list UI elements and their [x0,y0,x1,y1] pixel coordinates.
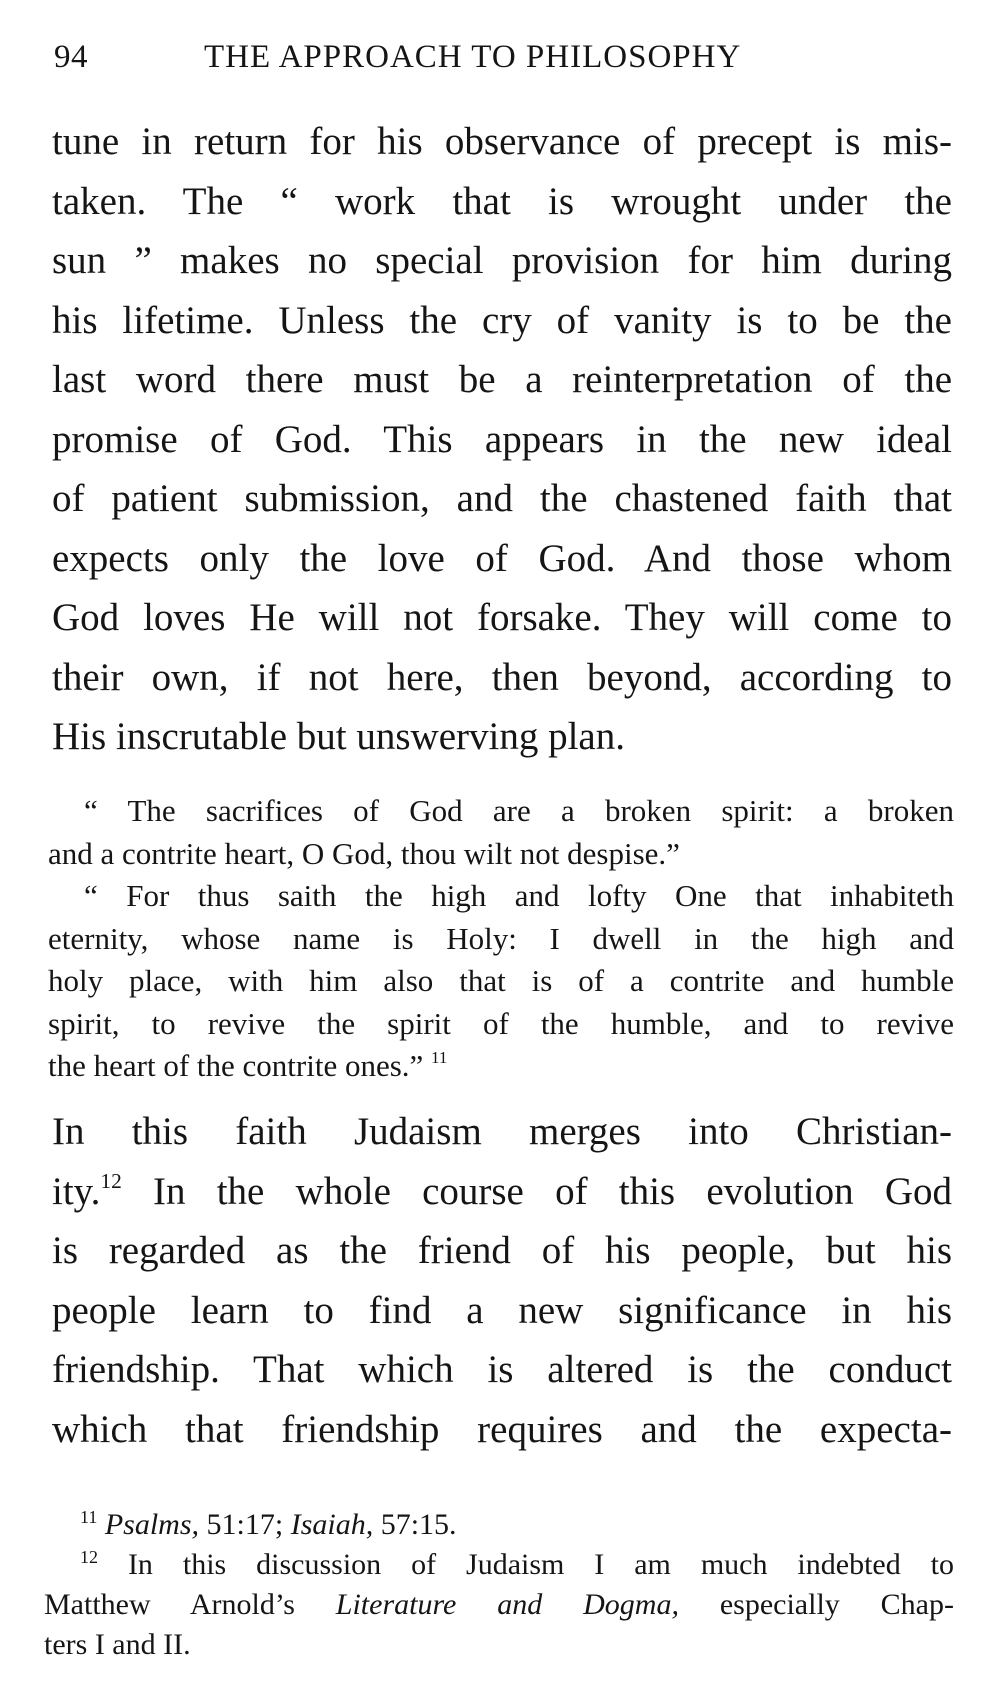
footnote-source: Isaiah, [290,1508,374,1541]
text-line: taken. The “ work that is wrought under the [52,179,952,223]
text-line: his lifetime. Unless the cry of vanity is to be the [52,298,952,342]
text-line: In this faith Judaism merges into Christian- [52,1110,952,1153]
quote-line: holy place, with him also that is of a contrite and humble [48,963,954,998]
footnote-12-line-3: ters I and II. [44,1628,191,1661]
footnote-11 [44,1505,954,1545]
text-fragment: ity. [52,1169,101,1213]
text-line: of patient submission, and the chastened faith that [52,477,952,520]
footnote-text: 57:15. [373,1508,457,1541]
text-line: is regarded as the friend of his people, but his [52,1229,952,1272]
text-fragment: In the whole course of this evolution God [121,1169,952,1213]
footnote-marker: 12 [80,1547,98,1568]
quote-line: eternity, whose name is Holy: I dwell in the high and [48,920,954,956]
text-line: which that friendship requires and the expecta- [52,1407,952,1451]
block-quote-isaiah [48,875,954,1088]
footnote-12 [44,1545,954,1585]
quote-line-last [48,1045,954,1088]
running-head [54,32,814,82]
text-line: God loves He will not forsake. They will come to [52,596,952,639]
footnote-text: Matthew Arnold’s [44,1588,336,1621]
footnote-ref-11: 11 [431,1048,448,1068]
quote-line: and a contrite heart, O God, thou wilt not despise.” [48,835,680,871]
text-line: sun ” makes no special provision for him during [52,239,952,282]
footnotes [44,1505,954,1665]
footnote-text: In this discussion of Judaism I am much indebted to [98,1548,954,1581]
block-quote-psalms [48,790,954,875]
text-line: promise of God. This appears in the new ideal [52,417,952,461]
running-title: THE APPROACH TO PHILOSOPHY [204,39,742,75]
quote-line: “ For thus saith the high and lofty One that inhabiteth [84,878,954,913]
quote-line: spirit, to revive the spirit of the humble, and to revive [48,1005,954,1041]
quote-line-text: the heart of the contrite ones.” [48,1048,424,1083]
text-line-with-ref [52,1162,952,1222]
text-line: last word there must be a reinterpretation of the [52,358,952,401]
footnote-marker: 11 [80,1507,98,1528]
footnote-ref-12: 12 [100,1168,122,1193]
text-line: their own, if not here, then beyond, according to [52,655,952,699]
footnote-text: 51:17; [199,1508,291,1541]
text-line: expects only the love of God. And those whom [52,536,952,580]
footnote-text: especially Chap- [678,1588,954,1621]
quote-line: “ The sacrifices of God are a broken spirit: a broken [84,793,954,828]
text-line: friendship. That which is altered is the conduct [52,1348,952,1391]
paragraph-1 [52,112,952,767]
paragraph-2 [52,1102,952,1459]
book-title: Literature and Dogma, [335,1588,679,1621]
footnote-source: Psalms, [104,1508,200,1541]
page-number: 94 [54,39,88,75]
footnote-12-line-2 [44,1585,954,1625]
text-line: tune in return for his observance of precept is mis- [52,120,952,163]
text-line: His inscrutable but unswerving plan. [52,715,625,758]
text-line: people learn to find a new significance in his [52,1288,952,1332]
